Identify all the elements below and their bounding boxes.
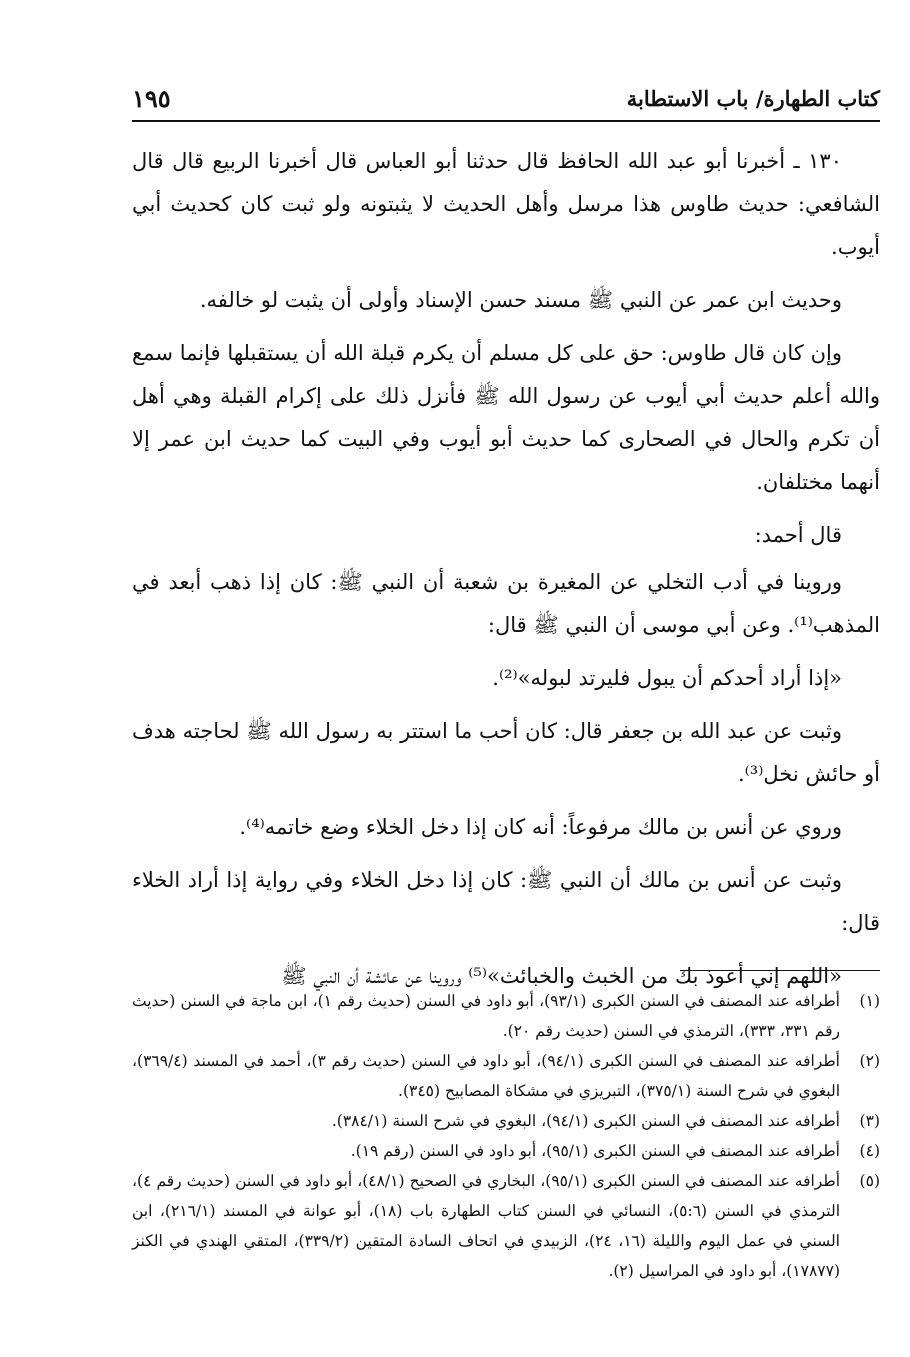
- paragraph-ibn-umar: وحديث ابن عمر عن النبي ﷺ مسند حسن الإسناد وأولى أن يثبت لو خالفه.: [199, 288, 842, 312]
- paragraph-anas-ring: وروي عن أنس بن مالك مرفوعاً: أنه كان إذا دخل الخلاء وضع خاتمه⁽⁴⁾.: [239, 815, 842, 839]
- footnote-text: أطرافه عند المصنف في السنن الكبرى (٩٤/١)، البغوي في شرح السنة (٣٨٤/١).: [331, 1112, 840, 1130]
- footnote-separator: [680, 970, 880, 971]
- footnote-number: (٥): [859, 1172, 880, 1190]
- footnote-text: أطرافه عند المصنف في السنن الكبرى (٩٥/١)، أبو داود في السنن (رقم ١٩).: [350, 1142, 840, 1160]
- page-number: ١٩٥: [132, 83, 171, 113]
- footnote-5: [132, 1166, 880, 1286]
- paragraph-abdullah-jafar: وثبت عن عبد الله بن جعفر قال: كان أحب ما استتر به رسول الله ﷺ لحاجته هدف أو حائش نخل⁽³⁾.: [132, 719, 880, 786]
- footnote-number: (٢): [859, 1052, 880, 1070]
- footnote-4: [132, 1136, 880, 1166]
- footnote-1: [132, 986, 880, 1046]
- footnote-number: (٤): [859, 1142, 880, 1160]
- footnote-text: أطرافه عند المصنف في السنن الكبرى (٩٤/١)، أبو داود في السنن (حديث رقم ٣)، أحمد في المسند (٣٦٩/٤)، البغوي في شرح السنة (٣٧٥/١)، التبريزي في مشكاة المصابيح (٣٤٥).: [132, 1052, 840, 1100]
- paragraph-mughira: وروينا في أدب التخلي عن المغيرة بن شعبة أن النبي ﷺ: كان إذا ذهب أبعد في المذهب⁽¹⁾. وعن أبي موسى أن النبي ﷺ قال:: [132, 570, 880, 637]
- footnote-number: (١): [859, 992, 880, 1010]
- footnotes: [132, 986, 880, 1286]
- paragraph-dua: «اللهم إني أعوذ بك من الخبث والخبائث»⁽⁵⁾ وروينا عن عائشة أن النبي ﷺ: [281, 964, 842, 988]
- running-title: كتاب الطهارة/ باب الاستطابة: [626, 85, 880, 111]
- page-header: [132, 76, 880, 122]
- footnote-2: [132, 1046, 880, 1106]
- paragraph-tawus: وإن كان قال طاوس: حق على كل مسلم أن يكرم قبلة الله أن يستقبلها فإنما سمع والله أعلم حديث أبي أيوب عن رسول الله ﷺ فأنزل ذلك على إكرام القبلة وهي أهل أن تكرم والحال في الصحارى كما حديث أبو أيوب وفي البيت كما حديث ابن عمر إلا أنهما مختلفان.: [132, 341, 880, 494]
- footnote-number: (٣): [859, 1112, 880, 1130]
- paragraph-qala-ahmad: قال أحمد:: [754, 523, 842, 547]
- paragraph-anas-khala: وثبت عن أنس بن مالك أن النبي ﷺ: كان إذا دخل الخلاء وفي رواية إذا أراد الخلاء قال:: [132, 868, 880, 935]
- paragraph-hadith-130: ١٣٠ ـ أخبرنا أبو عبد الله الحافظ قال حدثنا أبو العباس قال أخبرنا الربيع قال قال الشافعي: حديث طاوس هذا مرسل وأهل الحديث لا يثبتونه ولو ثبت كان كحديث أبي أيوب.: [132, 149, 880, 259]
- paragraph-quote-abu-musa: «إذا أراد أحدكم أن يبول فليرتد لبوله»⁽²⁾.: [492, 666, 842, 690]
- footnote-text: أطرافه عند المصنف في السنن الكبرى (٩٣/١)، أبو داود في السنن (حديث رقم ١)، ابن ماجة في السنن (حديث رقم ٣٣١، ٣٣٣)، الترمذي في السنن (حديث رقم ٢٠).: [132, 992, 840, 1040]
- footnote-text: أطرافه عند المصنف في السنن الكبرى (٩٥/١)، البخاري في الصحيح (٤٨/١)، أبو داود في السنن (حديث رقم ٤)، الترمذي في السنن (٥:٦)، النسائي في السنن كتاب الطهارة باب (١٨)، أبو عوانة في المسند (٢١٦/١)، ابن السني في عمل اليوم والليلة (١٦، ٢٤)، الزبيدي في اتحاف السادة المتقين (٣٣٩/٢)، المتقي الهندي في الكنز (١٧٨٧٧)، أبو داود في المراسيل (٢).: [132, 1172, 841, 1280]
- main-text: [132, 140, 880, 1008]
- footnote-3: [132, 1106, 880, 1136]
